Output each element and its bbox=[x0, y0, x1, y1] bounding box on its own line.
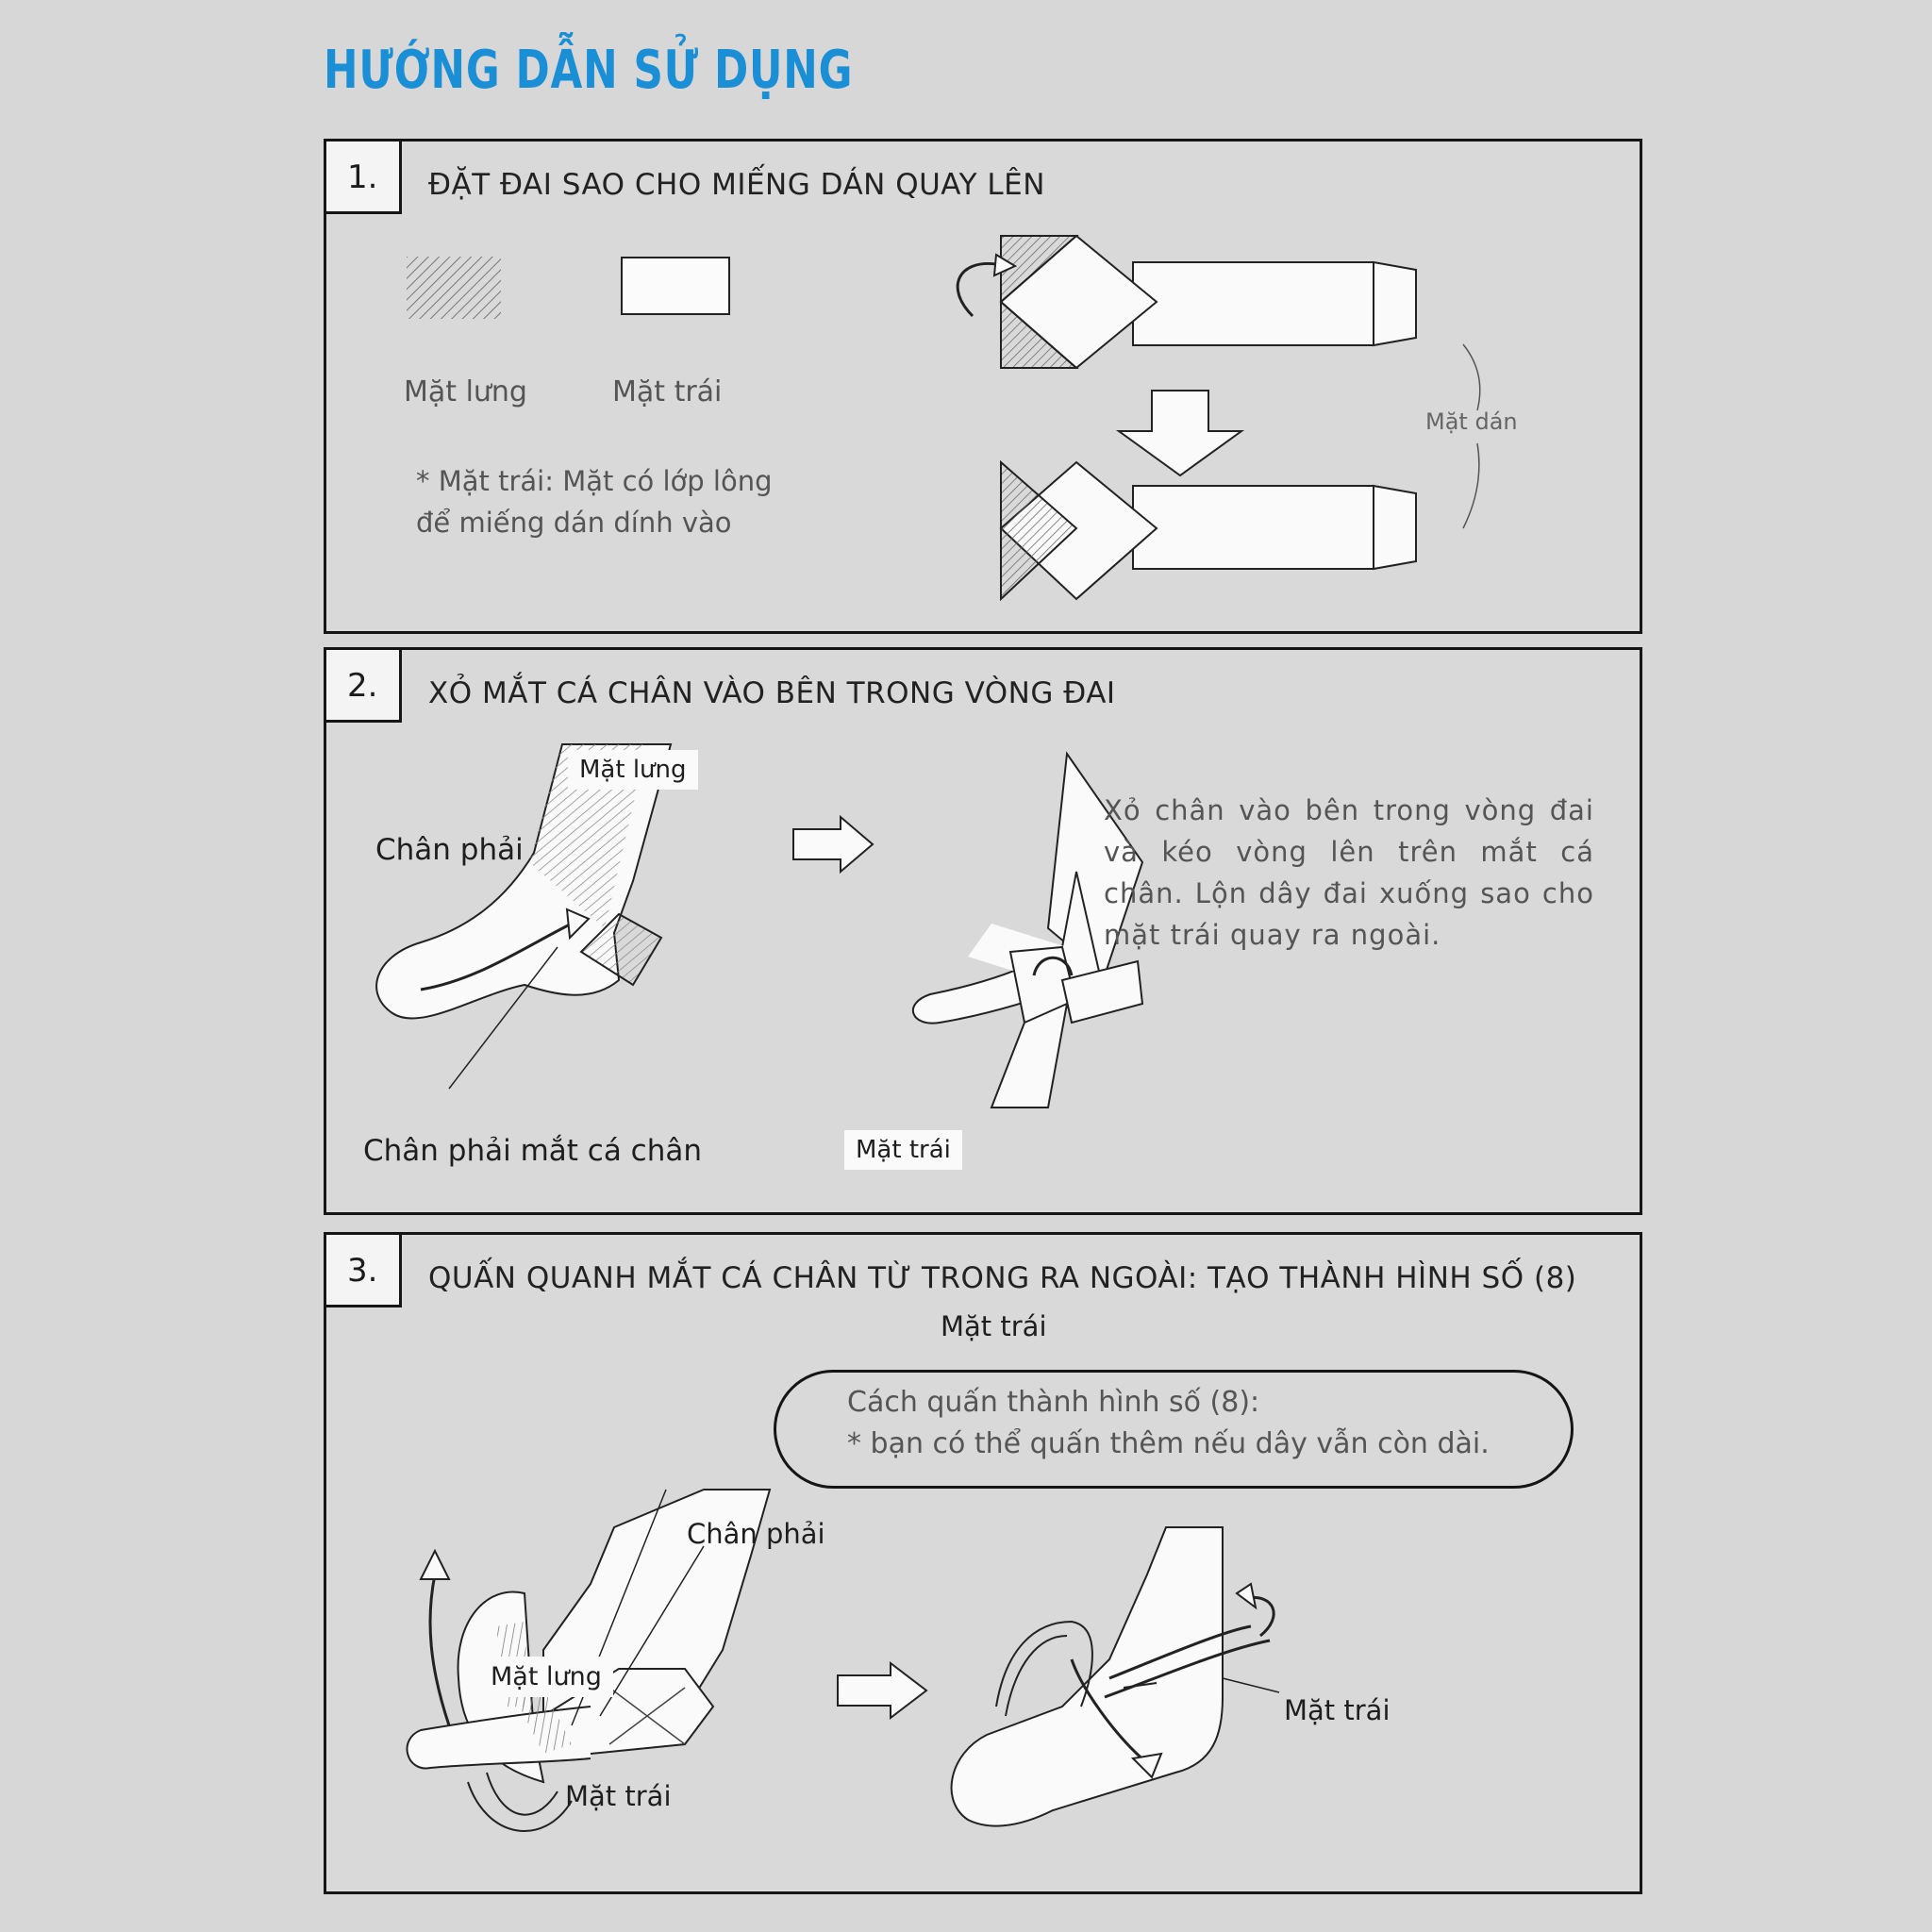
step-3-front-label-top: Mặt trái bbox=[941, 1310, 1047, 1342]
strap-illustration-bottom bbox=[855, 425, 1458, 613]
page-title: HƯỚNG DẪN SỬ DỤNG bbox=[324, 40, 854, 101]
step-3-title: QUẤN QUANH MẮT CÁ CHÂN TỪ TRONG RA NGOÀI: TẠO THÀNH HÌNH SỐ (8) bbox=[428, 1261, 1577, 1295]
step-3-back-tag: Mặt lưng bbox=[479, 1657, 613, 1697]
step-1-number: 1. bbox=[326, 142, 402, 214]
step-3-front-label-right: Mặt trái bbox=[1284, 1694, 1391, 1726]
front-side-label: Mặt trái bbox=[612, 375, 723, 408]
step-2-panel bbox=[324, 647, 1642, 1215]
step-2-instructions: Xỏ chân vào bên trong vòng đai và kéo vòng lên trên mắt cá chân. Lộn dây đai xuống sao cho mặt trái quay ra ngoài. bbox=[1104, 794, 1594, 951]
front-side-note-line1: * Mặt trái: Mặt có lớp lông bbox=[416, 465, 773, 497]
step-2-front-tag: Mặt trái bbox=[844, 1130, 962, 1170]
front-side-note-line2: để miếng dán dính vào bbox=[416, 507, 732, 539]
figure-eight-note-line1: Cách quấn thành hình số (8): bbox=[847, 1386, 1260, 1419]
strap-illustration-top bbox=[855, 208, 1458, 396]
figure-eight-note bbox=[774, 1370, 1574, 1489]
strap-flip-illustration bbox=[741, 749, 1081, 1126]
step-3-front-tag: Mặt trái bbox=[565, 1780, 672, 1812]
step-3-panel bbox=[324, 1232, 1642, 1894]
back-side-swatch bbox=[407, 257, 501, 319]
step-3-number: 3. bbox=[326, 1235, 402, 1307]
figure-eight-step-b-illustration bbox=[911, 1518, 1345, 1876]
adhesive-label: Mặt dán bbox=[1425, 408, 1518, 435]
figure-eight-note-line2: * bạn có thể quấn thêm nếu dây vẫn còn dài. bbox=[847, 1427, 1490, 1460]
back-side-label: Mặt lưng bbox=[404, 375, 527, 408]
step-1-title: ĐẶT ĐAI SAO CHO MIẾNG DÁN QUAY LÊN bbox=[428, 168, 1045, 202]
step-2-ankle-label: Chân phải mắt cá chân bbox=[363, 1134, 703, 1168]
adhesive-leader-lines bbox=[1458, 340, 1515, 557]
step-2-right-foot-label: Chân phải bbox=[375, 833, 524, 867]
step-2-back-tag: Mặt lưng bbox=[568, 750, 698, 790]
step-1-panel bbox=[324, 139, 1642, 634]
step-2-number: 2. bbox=[326, 650, 402, 723]
step-3-right-foot-label: Chân phải bbox=[687, 1518, 825, 1550]
step-2-title: XỎ MẮT CÁ CHÂN VÀO BÊN TRONG VÒNG ĐAI bbox=[428, 676, 1116, 710]
front-side-swatch bbox=[621, 257, 730, 315]
front-side-note bbox=[416, 460, 773, 543]
